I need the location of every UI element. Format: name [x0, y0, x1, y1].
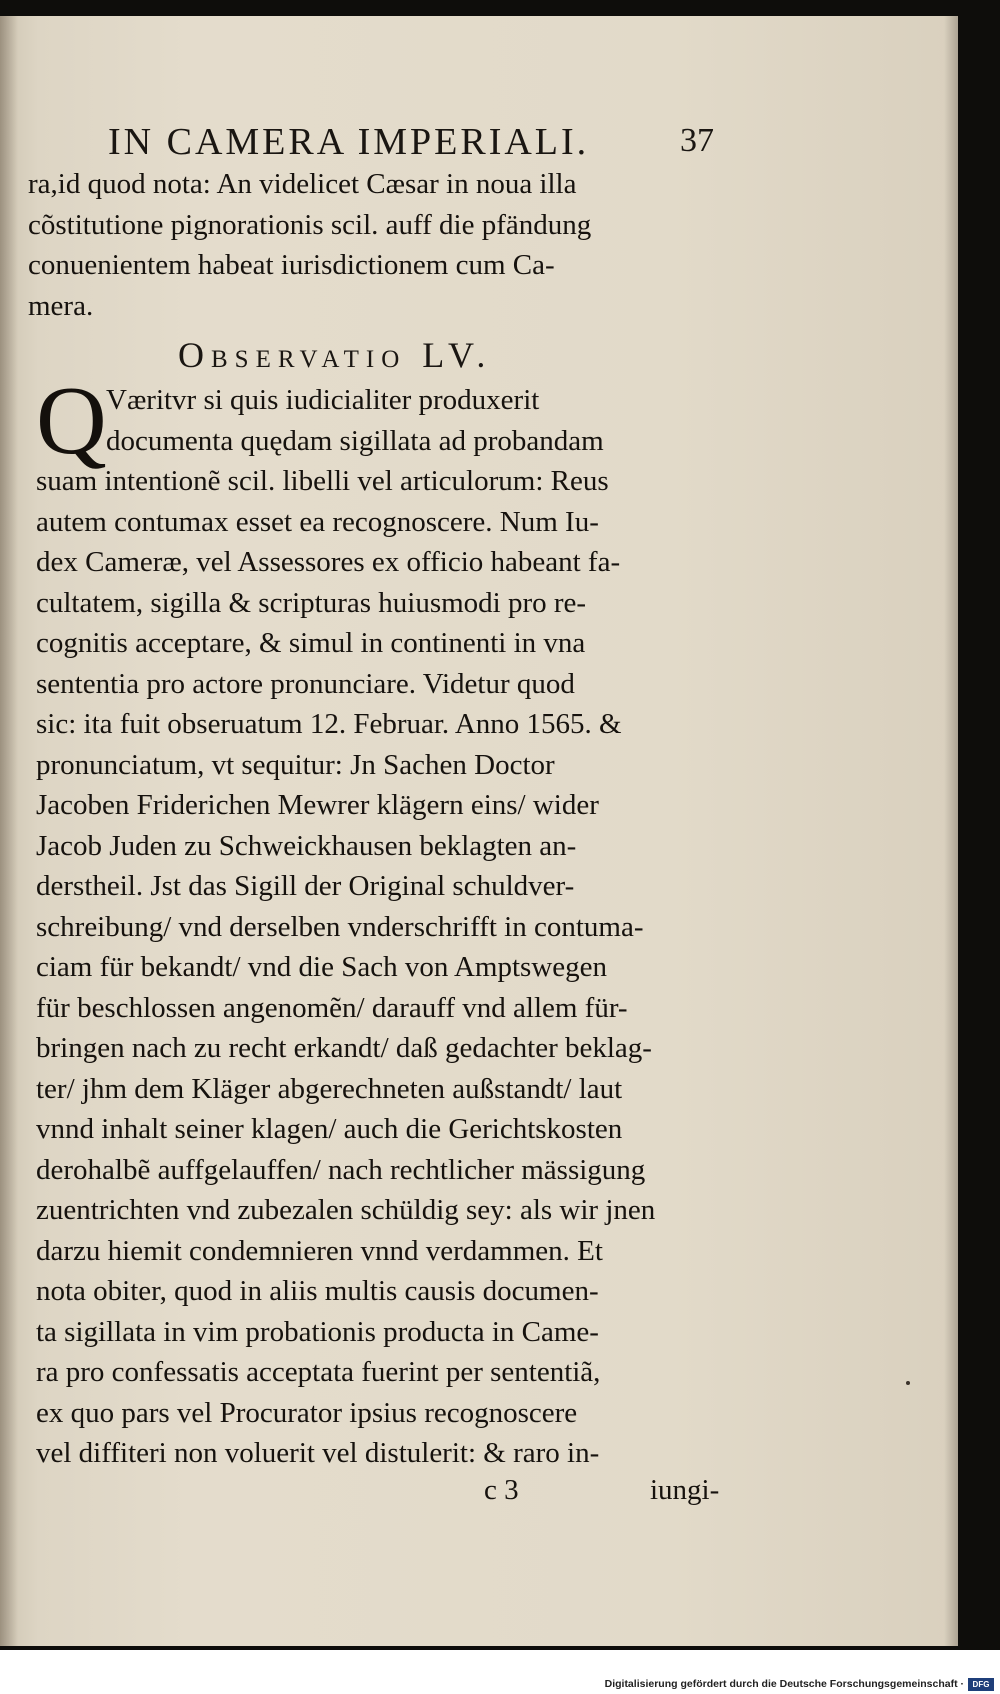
running-head: IN CAMERA IMPERIALI.: [108, 121, 590, 163]
body-line: Væritvr si quis iudicialiter produxerit: [106, 384, 540, 416]
body-line: documenta quędam sigillata ad probandam: [106, 424, 604, 457]
signature-mark: c 3: [484, 1474, 519, 1506]
body-line: Jacoben Friderichen Mewrer klägern eins/ wider: [36, 789, 599, 821]
body-line: sententia pro actore pronunciare. Videtur quod: [36, 667, 575, 700]
section-heading: Observatio LV.: [178, 335, 493, 375]
body-line: ex quo pars vel Procurator ipsius recognoscere: [36, 1396, 578, 1429]
book-page: [0, 16, 958, 1646]
body-line: autem contumax esset ea recognoscere. Num Iu-: [36, 505, 599, 538]
spine-shadow: [0, 16, 18, 1646]
drop-cap: Q: [36, 367, 107, 475]
intro-line: conuenientem habeat iurisdictionem cum Ca-: [28, 249, 555, 281]
body-line: suam intentionẽ scil. libelli vel articulorum: Reus: [36, 465, 609, 497]
dfg-logo: DFG: [968, 1678, 994, 1691]
body-line: cognitis acceptare, & simul in continenti in vna: [36, 627, 586, 659]
page-number: 37: [680, 122, 714, 159]
body-line: zuentrichten vnd zubezalen schüldig sey: als wir jnen: [36, 1194, 656, 1226]
body-line: bringen nach zu recht erkandt/ daß gedachter beklag-: [36, 1032, 652, 1064]
intro-text: [28, 164, 738, 326]
body-line: vel diffiteri non voluerit vel distulerit: & raro in-: [36, 1437, 600, 1469]
digitization-credit: Digitalisierung gefördert durch die Deutsche Forschungsgemeinschaft ·: [604, 1678, 964, 1690]
body-line: Jacob Juden zu Schweickhausen beklagten an-: [36, 829, 577, 862]
body-line: derstheil. Jst das Sigill der Original schuldver-: [36, 870, 575, 902]
body-line: für beschlossen angenomẽn/ darauff vnd allem für-: [36, 991, 628, 1024]
ink-speck: [906, 1381, 910, 1385]
intro-line: ra,id quod nota: An videlicet Cæsar in noua illa: [28, 168, 577, 200]
body-line: derohalbẽ auffgelauffen/ nach rechtlicher mässigung: [36, 1153, 646, 1186]
body-line: vnnd inhalt seiner klagen/ auch die Gerichtskosten: [36, 1113, 623, 1145]
body-line: schreibung/ vnd derselben vnderschrifft in contuma-: [36, 910, 644, 943]
intro-line: mera.: [28, 289, 94, 322]
catchword: iungi-: [650, 1474, 720, 1506]
body-line: nota obiter, quod in aliis multis causis documen-: [36, 1275, 599, 1307]
intro-line: cõstitutione pignorationis scil. auff die pfändung: [28, 208, 592, 241]
body-line: pronunciatum, vt sequitur: Jn Sachen Doctor: [36, 748, 555, 781]
body-line: ta sigillata in vim probationis producta in Came-: [36, 1315, 599, 1348]
body-line: ter/ jhm dem Kläger abgerechneten außstandt/ laut: [36, 1072, 623, 1105]
page-edge: [944, 16, 958, 1646]
body-line: cultatem, sigilla & scripturas huiusmodi pro re-: [36, 586, 587, 619]
body-line: darzu hiemit condemnieren vnnd verdammen. Et: [36, 1234, 603, 1267]
body-text: [36, 380, 746, 1474]
body-line: ra pro confessatis acceptata fuerint per sententiã,: [36, 1356, 601, 1388]
body-line: sic: ita fuit obseruatum 12. Februar. Anno 1565. &: [36, 708, 622, 740]
body-line: ciam für bekandt/ vnd die Sach von Amptswegen: [36, 951, 608, 983]
body-line: dex Cameræ, vel Assessores ex officio habeant fa-: [36, 546, 621, 578]
